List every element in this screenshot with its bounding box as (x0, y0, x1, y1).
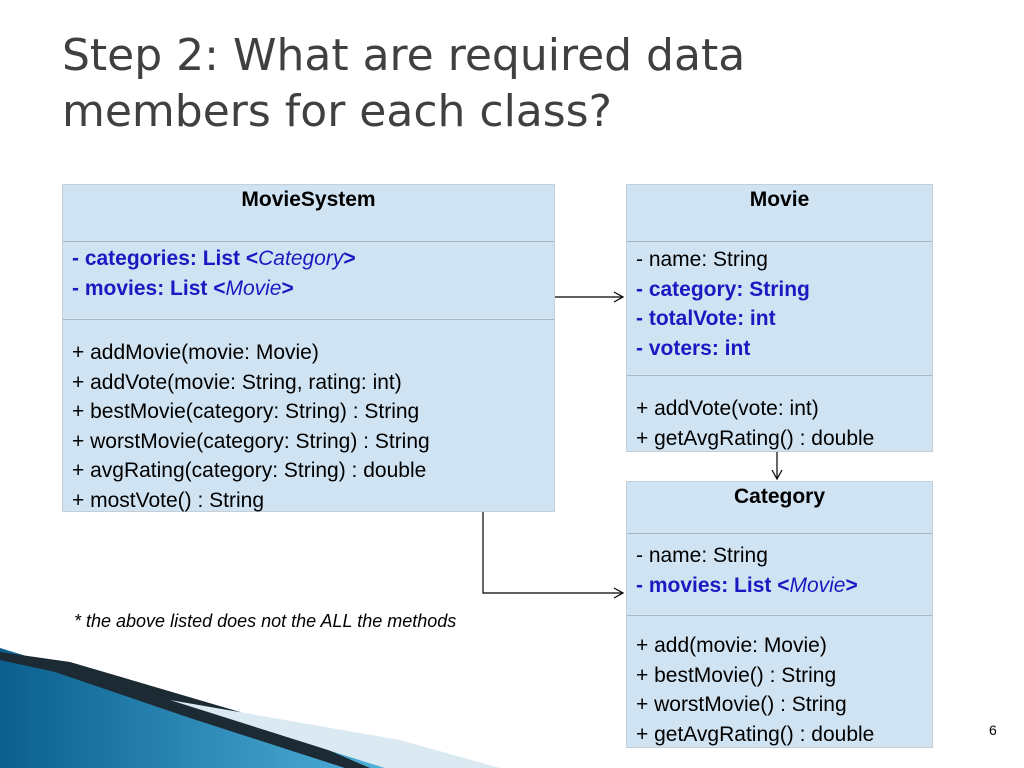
method-worst-movie: + worstMovie() : String (636, 693, 847, 716)
footnote: * the above listed does not the ALL the methods (74, 611, 457, 631)
attribute-movies: - movies: List <Movie> (72, 276, 294, 300)
method-add-vote: + addVote(movie: String, rating: int) (72, 370, 402, 394)
method-best-movie: + bestMovie() : String (636, 663, 837, 687)
method-avg-rating: + avgRating(category: String) : double (72, 459, 427, 482)
attribute-movies: - movies: List <Movie> (636, 573, 858, 597)
attribute-category: - category: String (636, 277, 810, 301)
class-name-moviesystem: MovieSystem (241, 188, 376, 211)
slide-title-line-2: members for each class? (62, 86, 612, 137)
method-best-movie: + bestMovie(category: String) : String (72, 400, 420, 423)
attribute-name: - name: String (636, 544, 768, 567)
class-name-category: Category (733, 485, 826, 508)
method-get-avg-rating: + getAvgRating() : double (636, 426, 875, 450)
method-most-vote: + mostVote() : String (72, 488, 264, 512)
attribute-categories: - categories: List <Category> (72, 247, 356, 270)
attribute-total-vote: - totalVote: int (636, 307, 776, 330)
method-worst-movie: + worstMovie(category: String) : String (72, 429, 430, 453)
method-get-avg-rating: + getAvgRating() : double (636, 722, 875, 746)
class-name-movie: Movie (749, 188, 810, 211)
attribute-voters: - voters: int (636, 336, 751, 360)
slide-title-line-1: Step 2: What are required data (62, 30, 746, 81)
method-add: + add(movie: Movie) (636, 634, 827, 657)
page-number: 6 (989, 722, 997, 738)
method-add-vote: + addVote(vote: int) (636, 397, 819, 420)
attribute-name: - name: String (636, 248, 768, 271)
method-add-movie: + addMovie(movie: Movie) (72, 341, 319, 364)
